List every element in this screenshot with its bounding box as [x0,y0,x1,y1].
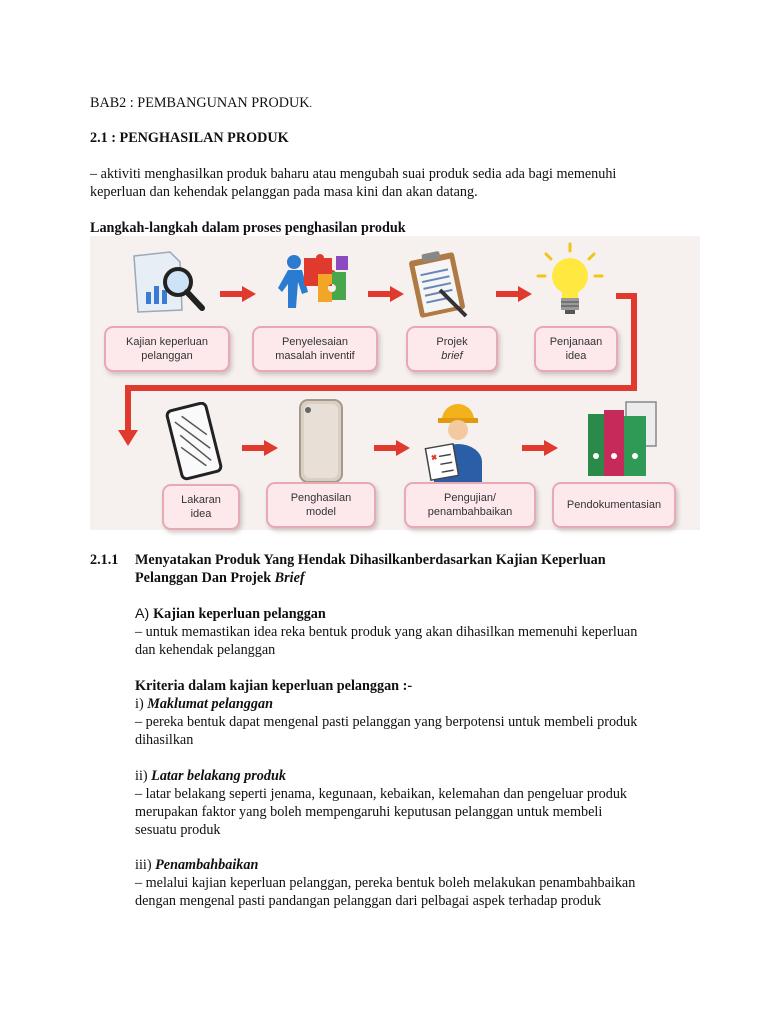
step-label-kajian: Kajian keperluan pelanggan [104,326,230,372]
step-label-pengujian: Pengujian/ penambahbaikan [404,482,536,528]
part-a-desc-2: dan kehendak pelanggan [135,642,276,658]
intro-line-1: – aktiviti menghasilkan produk baharu atau mengubah suai produk sedia ada bagi memenuhi [90,166,617,182]
criteria-item-1-title: i) Maklumat pelanggan [135,696,273,712]
step-label-pendokumentasian: Pendokumentasian [552,482,676,528]
intro-line-2: keperluan dan kehendak pelanggan pada masa kini dan akan datang. [90,184,478,200]
step-label-lakaran: Lakaran idea [162,484,240,530]
criteria-item-3-line-1: – melalui kajian keperluan pelanggan, pereka bentuk boleh melakukan penambahbaikan [135,875,636,891]
arrow-right-icon [522,440,558,456]
subsection-title-line-2: Pelanggan Dan Projek Brief [135,570,305,586]
criteria-item-2-line-1: – latar belakang seperti jenama, kegunaan, kebaikan, kelemahan dan pengeluar produk [135,786,628,802]
chapter-title: BAB2 : PEMBANGUNAN PRODUK. [90,95,313,111]
criteria-item-1-line-1: – pereka bentuk dapat mengenal pasti pelanggan yang berpotensi untuk membeli produk [135,714,638,730]
step-label-penjanaan: Penjanaan idea [534,326,618,372]
sketch-phone-icon [164,402,228,482]
criteria-item-3-title: iii) Penambahbaikan [135,857,259,873]
criteria-item-2-line-3: sesuatu produk [135,822,221,838]
smartphone-icon [296,398,346,484]
step-label-projek: Projek brief [406,326,498,372]
process-diagram [90,236,700,530]
subsection-title-line-1: Menyatakan Produk Yang Hendak Dihasilkanberdasarkan Kajian Keperluan [135,552,606,568]
criteria-item-2-line-2: merupakan faktor yang boleh mempengaruhi keputusan pelanggan untuk membeli [135,804,603,820]
criteria-item-2-title: ii) Latar belakang produk [135,768,286,784]
step-label-penyelesaian: Penyelesaian masalah inventif [252,326,378,372]
arrow-right-icon [374,440,410,456]
step-label-penghasilan: Penghasilan model [266,482,376,528]
binders-icon [580,400,664,478]
worker-checklist-icon [424,400,492,484]
subsection-number: 2.1.1 [90,552,119,568]
part-a-heading: A) Kajian keperluan pelanggan [135,606,326,622]
criteria-heading: Kriteria dalam kajian keperluan pelanggan :- [135,678,413,694]
criteria-item-1-line-2: dihasilkan [135,732,194,748]
part-a-desc-1: – untuk memastikan idea reka bentuk produk yang akan dihasilkan memenuhi keperluan [135,624,638,640]
arrow-right-icon [242,440,278,456]
diagram-title: Langkah-langkah dalam proses penghasilan produk [90,220,406,236]
section-title: 2.1 : PENGHASILAN PRODUK [90,130,289,146]
criteria-item-3-line-2: dengan mengenal pasti pandangan pelanggan dari pelbagai aspek terhadap produk [135,893,602,909]
